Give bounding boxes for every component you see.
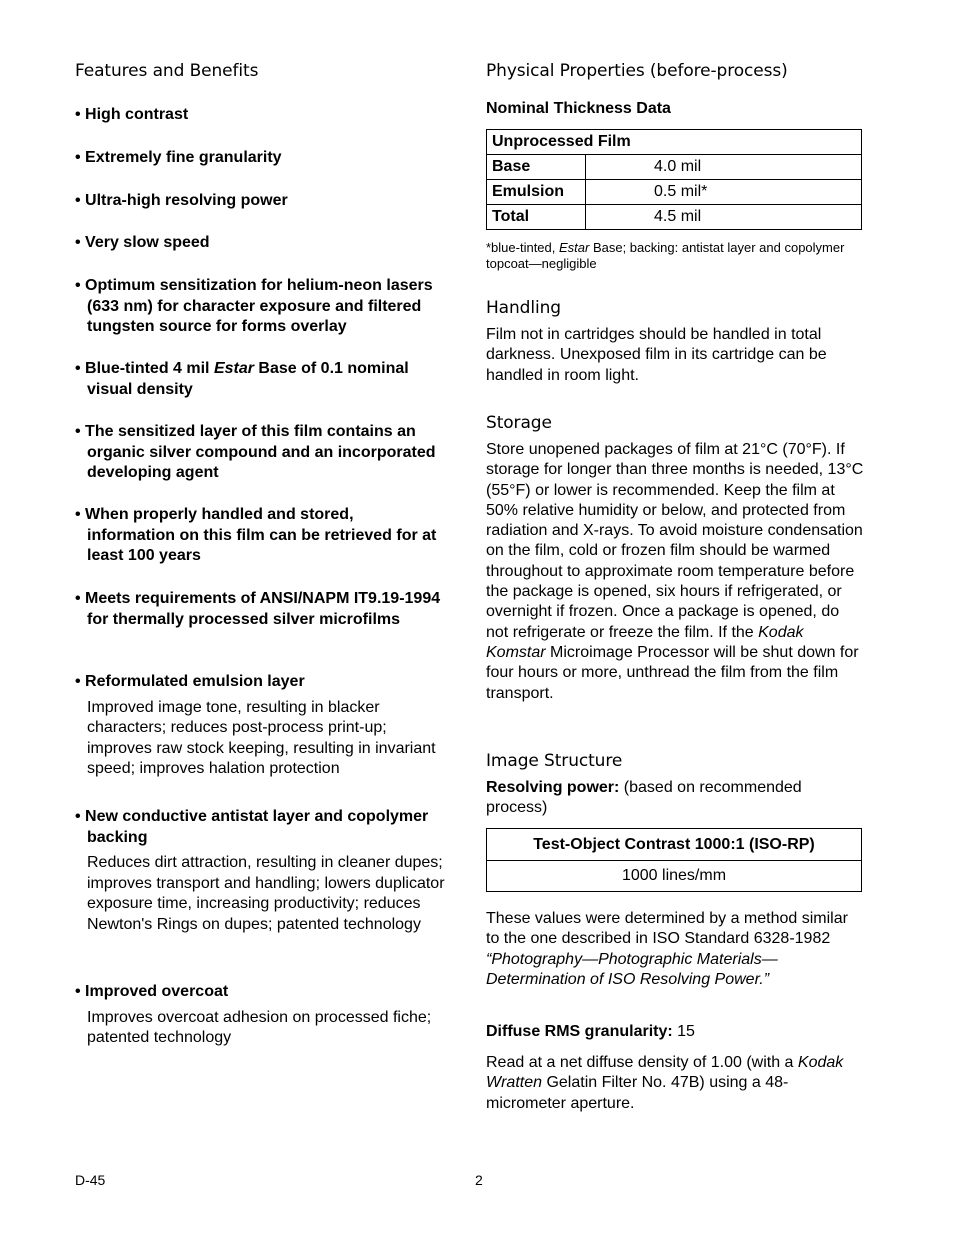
feature-title: • Blue-tinted 4 mil Estar Base of 0.1 nominal visual density xyxy=(75,359,445,400)
table-header-row xyxy=(487,829,862,861)
granularity-text: Diffuse RMS granularity: 15 xyxy=(486,1023,695,1040)
feature-title: • Ultra-high resolving power xyxy=(75,191,445,212)
feature-title: • Very slow speed xyxy=(75,233,445,254)
feature-item xyxy=(75,233,445,254)
feature-item xyxy=(75,505,445,567)
storage-heading: Storage xyxy=(486,413,552,433)
feature-item xyxy=(75,807,445,935)
feature-description: Improved image tone, resulting in blacker characters; reduces post-process print-up; improves raw stock keeping, resulting in invariant speed; improves halation protection xyxy=(87,698,436,777)
feature-title: • Reformulated emulsion layer xyxy=(75,672,445,693)
feature-item xyxy=(75,191,445,212)
table-header: Test-Object Contrast 1000:1 (ISO-RP) xyxy=(487,829,862,861)
feature-title: • New conductive antistat layer and copolymer backing xyxy=(75,807,445,848)
feature-item xyxy=(75,276,445,338)
table-header: Unprocessed Film xyxy=(487,130,862,155)
feature-description: Reduces dirt attraction, resulting in cleaner dupes; improves transport and handling; lowers duplicator exposure time, increasing productivity; reduces Newton's Rings on dupes; patented technology xyxy=(87,854,445,933)
row-label: Emulsion xyxy=(487,180,586,205)
feature-item xyxy=(75,359,445,400)
granularity-note: Read at a net diffuse density of 1.00 (with a Kodak Wratten Gelatin Filter No. 47B) using a 48-micrometer aperture. xyxy=(486,1054,844,1112)
feature-title: • Improved overcoat xyxy=(75,982,445,1003)
thickness-table xyxy=(486,129,862,230)
page-number: 2 xyxy=(475,1172,483,1188)
feature-item xyxy=(75,105,445,126)
feature-item xyxy=(75,672,445,780)
table-row xyxy=(487,180,862,205)
feature-title: • The sensitized layer of this film contains an organic silver compound and an incorporated developing agent xyxy=(75,422,445,484)
thickness-footnote: *blue-tinted, Estar Base; backing: antistat layer and copolymer topcoat—negligible xyxy=(486,240,845,271)
feature-title: • High contrast xyxy=(75,105,445,126)
row-label: Total xyxy=(487,205,586,230)
handling-text: Film not in cartridges should be handled in total darkness. Unexposed film in its cartridge can be handled in room light. xyxy=(486,326,827,384)
feature-description: Improves overcoat adhesion on processed fiche; patented technology xyxy=(87,1008,432,1046)
feature-item xyxy=(75,422,445,484)
resolving-power-table xyxy=(486,828,862,892)
feature-title: • Optimum sensitization for helium-neon lasers (633 nm) for character exposure and filtered tungsten source for forms overlay xyxy=(75,276,445,338)
method-text: These values were determined by a method similar to the one described in ISO Standard 6328-1982 “Photography—Photographic Materials—Determination of ISO Resolving Power.” xyxy=(486,910,848,988)
table-cell: 1000 lines/mm xyxy=(487,861,862,892)
handling-heading: Handling xyxy=(486,298,561,318)
row-label: Base xyxy=(487,155,586,180)
thickness-subheading: Nominal Thickness Data xyxy=(486,100,671,117)
row-value: 4.0 mil xyxy=(586,155,862,180)
feature-item xyxy=(75,148,445,169)
feature-item xyxy=(75,589,445,630)
storage-text: Store unopened packages of film at 21°C (70°F). If storage for longer than three months is needed, 13°C (55°F) or lower is recommended. Keep the film at 50% relative humidity or below, and protected from radiation and X-rays. To avoid moisture condensation on the film, cold or frozen film should be warmed throughout to approximate room temperature before the package is opened, six hours if refrigerated, or overnight if frozen. Once a package is opened, do not refrigerate or freeze the film. If the Kodak Komstar Microimage Processor will be shut down for four hours or more, unthread the film from the film transport. xyxy=(486,441,864,702)
document-code: D-45 xyxy=(75,1172,106,1188)
feature-item xyxy=(75,982,445,1049)
resolving-power-text: Resolving power: (based on recommended process) xyxy=(486,779,802,817)
table-row xyxy=(487,205,862,230)
physical-properties-heading: Physical Properties (before-process) xyxy=(486,61,788,81)
table-header-row xyxy=(487,130,862,155)
feature-title: • Meets requirements of ANSI/NAPM IT9.19-1994 for thermally processed silver microfilms xyxy=(75,589,445,630)
feature-title: • Extremely fine granularity xyxy=(75,148,445,169)
feature-title: • When properly handled and stored, information on this film can be retrieved for at least 100 years xyxy=(75,505,445,567)
image-structure-heading: Image Structure xyxy=(486,751,623,771)
features-heading: Features and Benefits xyxy=(75,61,259,81)
row-value: 0.5 mil* xyxy=(586,180,862,205)
table-row xyxy=(487,155,862,180)
row-value: 4.5 mil xyxy=(586,205,862,230)
table-row xyxy=(487,861,862,892)
